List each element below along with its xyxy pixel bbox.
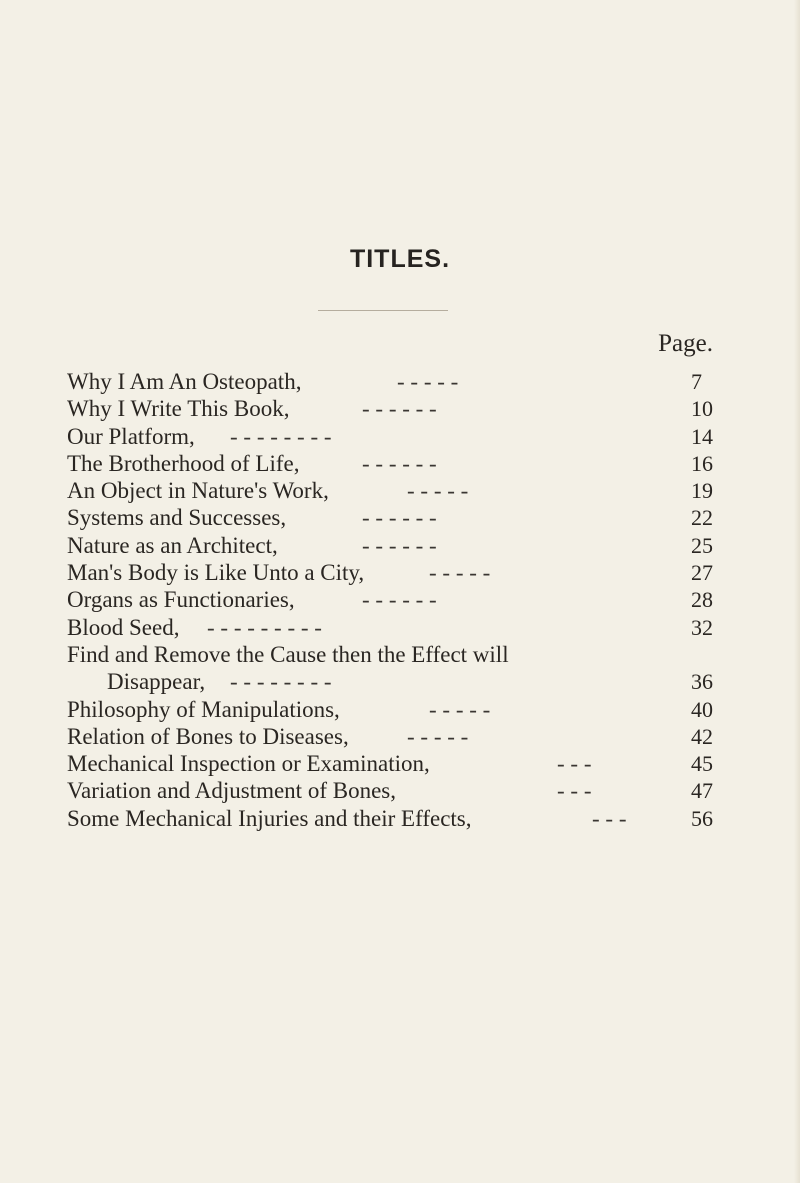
toc-entry-page: 22 bbox=[691, 505, 713, 531]
toc-entry-page: 40 bbox=[691, 696, 713, 722]
toc-entry-page: 10 bbox=[691, 396, 713, 422]
toc-entry-page: 7 bbox=[691, 369, 702, 394]
toc-entry-title: The Brotherhood of Life, bbox=[67, 450, 300, 476]
dot-leader: - - - - - - bbox=[362, 505, 437, 531]
toc-entry-title: Why I Write This Book, bbox=[67, 396, 290, 422]
dot-leader: - - - - - - bbox=[362, 587, 437, 613]
dot-leader: - - - bbox=[557, 751, 592, 777]
toc-entry bbox=[67, 368, 727, 395]
toc-entry-title: Some Mechanical Injuries and their Effects, bbox=[67, 805, 472, 831]
toc-entry bbox=[67, 750, 727, 777]
dot-leader: - - - - - bbox=[429, 560, 491, 586]
dot-leader: - - - - - bbox=[429, 696, 491, 722]
toc-entry bbox=[67, 586, 727, 613]
page-column-label: Page. bbox=[658, 330, 713, 357]
page-edge bbox=[794, 0, 800, 1183]
toc-entry-title: Systems and Successes, bbox=[67, 505, 287, 531]
toc-entry bbox=[67, 423, 727, 450]
toc-entry-title: Variation and Adjustment of Bones, bbox=[67, 778, 396, 804]
dot-leader: - - - bbox=[557, 778, 592, 804]
toc-entry bbox=[67, 777, 727, 804]
toc-entry-continuation bbox=[67, 668, 727, 695]
toc-entry-title: Man's Body is Like Unto a City, bbox=[67, 560, 365, 586]
toc-entry bbox=[67, 696, 727, 723]
table-of-contents bbox=[67, 368, 727, 832]
toc-entry bbox=[67, 614, 727, 641]
toc-entry-page: 42 bbox=[691, 723, 713, 749]
dot-leader: - - - - - - - - bbox=[230, 669, 332, 695]
toc-entry-page: 56 bbox=[691, 805, 713, 831]
toc-entry bbox=[67, 723, 727, 750]
toc-entry-title: Our Platform, bbox=[67, 423, 195, 449]
toc-entry-page: 27 bbox=[691, 560, 713, 586]
toc-entry-title: Why I Am An Osteopath, bbox=[67, 369, 302, 394]
dot-leader: - - - - - bbox=[407, 478, 469, 504]
toc-entry bbox=[67, 805, 727, 832]
dot-leader: - - - - - bbox=[407, 723, 469, 749]
toc-entry-page: 47 bbox=[691, 778, 713, 804]
dot-leader: - - - - - - - - bbox=[230, 423, 332, 449]
toc-entry-title: Disappear, bbox=[107, 669, 206, 695]
toc-entry-page: 16 bbox=[691, 450, 713, 476]
toc-entry-title: Philosophy of Manipulations, bbox=[67, 696, 340, 722]
toc-entry bbox=[67, 450, 727, 477]
dot-leader: - - - - - - bbox=[362, 396, 437, 422]
toc-entry-title: Find and Remove the Cause then the Effect will bbox=[67, 641, 509, 667]
toc-entry-page: 45 bbox=[691, 751, 713, 777]
toc-entry-page: 19 bbox=[691, 478, 713, 504]
toc-entry-page: 25 bbox=[691, 532, 713, 558]
toc-entry bbox=[67, 641, 727, 668]
toc-entry-title: Relation of Bones to Diseases, bbox=[67, 723, 349, 749]
dot-leader: - - - - - - bbox=[362, 450, 437, 476]
dot-leader: - - - - - - - - - bbox=[207, 614, 322, 640]
toc-entry-title: Mechanical Inspection or Examination, bbox=[67, 751, 430, 777]
toc-entry-page: 32 bbox=[691, 614, 713, 640]
dot-leader: - - - bbox=[592, 805, 627, 831]
toc-entry-title: Organs as Functionaries, bbox=[67, 587, 295, 613]
toc-entry bbox=[67, 504, 727, 531]
toc-entry-page: 36 bbox=[691, 669, 713, 695]
toc-entry bbox=[67, 559, 727, 586]
dot-leader: - - - - - bbox=[397, 369, 459, 394]
toc-entry-title: Blood Seed, bbox=[67, 614, 180, 640]
toc-entry bbox=[67, 395, 727, 422]
toc-entry bbox=[67, 532, 727, 559]
dot-leader: - - - - - - bbox=[362, 532, 437, 558]
page-title: TITLES. bbox=[349, 245, 451, 273]
toc-entry-page: 14 bbox=[691, 423, 713, 449]
toc-entry-title: Nature as an Architect, bbox=[67, 532, 278, 558]
toc-entry-page: 28 bbox=[691, 587, 713, 613]
toc-entry-title: An Object in Nature's Work, bbox=[67, 478, 329, 504]
title-rule bbox=[318, 310, 448, 311]
toc-entry bbox=[67, 477, 727, 504]
